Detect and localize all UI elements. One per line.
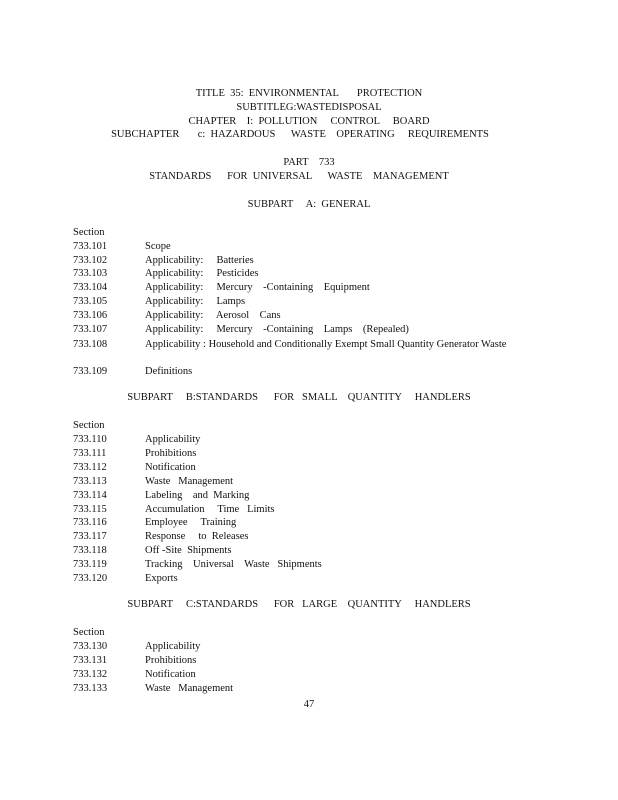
- section-title: Employee Training: [145, 517, 237, 528]
- list-item: [73, 240, 553, 254]
- section-label: Section: [73, 627, 105, 638]
- section-number: 733.132: [73, 669, 108, 680]
- section-number: 733.115: [73, 504, 107, 515]
- section-title: Applicability: Lamps: [145, 296, 246, 307]
- section-title: Applicability: Batteries: [145, 255, 254, 266]
- subpart-c-heading: SUBPART C:STANDARDS FOR LARGE QUANTITY HANDLERS: [127, 599, 471, 610]
- section-number: 733.109: [73, 366, 108, 377]
- section-title: Applicability: [145, 434, 201, 445]
- list-item: [73, 530, 553, 544]
- list-item: [73, 447, 553, 461]
- section-number: 733.103: [73, 268, 108, 279]
- section-number: 733.116: [73, 517, 107, 528]
- section-title: Accumulation Time Limits: [145, 504, 275, 515]
- list-item: [73, 323, 553, 337]
- section-number: 733.111: [73, 448, 107, 459]
- section-number: 733.112: [73, 462, 107, 473]
- section-title: Labeling and Marking: [145, 490, 250, 501]
- list-item: [73, 475, 553, 489]
- subpart-a-heading: SUBPART A: GENERAL: [247, 199, 371, 210]
- section-title: Off -Site Shipments: [145, 545, 232, 556]
- section-title: Exports: [145, 573, 178, 584]
- section-number: 733.101: [73, 241, 108, 252]
- section-number: 733.131: [73, 655, 108, 666]
- section-title: Waste Management: [145, 476, 234, 487]
- list-item: [73, 544, 553, 558]
- section-number: 733.102: [73, 255, 108, 266]
- section-number: 733.113: [73, 476, 107, 487]
- section-number: 733.114: [73, 490, 107, 501]
- list-item: [73, 640, 553, 654]
- list-item: [73, 433, 553, 447]
- doc-subtitle: SUBTITLEG:WASTEDISPOSAL: [236, 102, 382, 113]
- section-title: Scope: [145, 241, 171, 252]
- list-item: [73, 503, 553, 517]
- list-item: [73, 654, 553, 668]
- list-item: [73, 309, 553, 323]
- section-title: Tracking Universal Waste Shipments: [145, 559, 322, 570]
- page-number: 47: [303, 699, 315, 710]
- list-item: [73, 365, 553, 379]
- list-item: [73, 572, 553, 586]
- section-number: 733.104: [73, 282, 108, 293]
- section-title: Waste Management: [145, 683, 234, 694]
- section-title: Prohibitions: [145, 655, 197, 666]
- section-title: Applicability: Aerosol Cans: [145, 310, 281, 321]
- section-label: Section: [73, 420, 105, 431]
- list-item: [73, 267, 553, 281]
- section-title: Response to Releases: [145, 531, 249, 542]
- section-title: Notification: [145, 669, 196, 680]
- list-item: [73, 668, 553, 682]
- section-title: Prohibitions: [145, 448, 197, 459]
- section-title: Applicability : Household and Conditionally Exempt Small Quantity Generator Waste: [145, 339, 507, 350]
- section-number: 733.118: [73, 545, 107, 556]
- section-title: Notification: [145, 462, 196, 473]
- section-number: 733.106: [73, 310, 108, 321]
- part-number: PART 733: [283, 157, 335, 168]
- list-item: [73, 558, 553, 572]
- subpart-b-heading: SUBPART B:STANDARDS FOR SMALL QUANTITY HANDLERS: [127, 392, 471, 403]
- section-number: 733.119: [73, 559, 107, 570]
- doc-chapter: CHAPTER I: POLLUTION CONTROL BOARD: [188, 116, 430, 127]
- list-item: [73, 682, 553, 696]
- section-number: 733.130: [73, 641, 108, 652]
- list-item: [73, 489, 553, 503]
- section-title: Applicability: Pesticides: [145, 268, 259, 279]
- list-item: [73, 461, 553, 475]
- list-item: [73, 516, 553, 530]
- section-number: 733.110: [73, 434, 107, 445]
- doc-title: TITLE 35: ENVIRONMENTAL PROTECTION: [195, 88, 423, 99]
- section-title: Definitions: [145, 366, 193, 377]
- doc-subchapter: SUBCHAPTER c: HAZARDOUS WASTE OPERATING REQUIREMENTS: [111, 129, 489, 140]
- list-item: [73, 254, 553, 268]
- section-title: Applicability: [145, 641, 201, 652]
- section-number: 733.120: [73, 573, 108, 584]
- section-number: 733.133: [73, 683, 108, 694]
- section-number: 733.117: [73, 531, 107, 542]
- section-number: 733.105: [73, 296, 108, 307]
- section-title: Applicability: Mercury -Containing Lamps (Repealed): [145, 324, 409, 335]
- list-item: [73, 281, 553, 295]
- section-number: 733.108: [73, 339, 108, 350]
- section-label: Section: [73, 227, 105, 238]
- list-item: [73, 295, 553, 309]
- part-title: STANDARDS FOR UNIVERSAL WASTE MANAGEMENT: [149, 171, 449, 182]
- section-number: 733.107: [73, 324, 108, 335]
- list-item: [73, 338, 553, 366]
- section-title: Applicability: Mercury -Containing Equipment: [145, 282, 370, 293]
